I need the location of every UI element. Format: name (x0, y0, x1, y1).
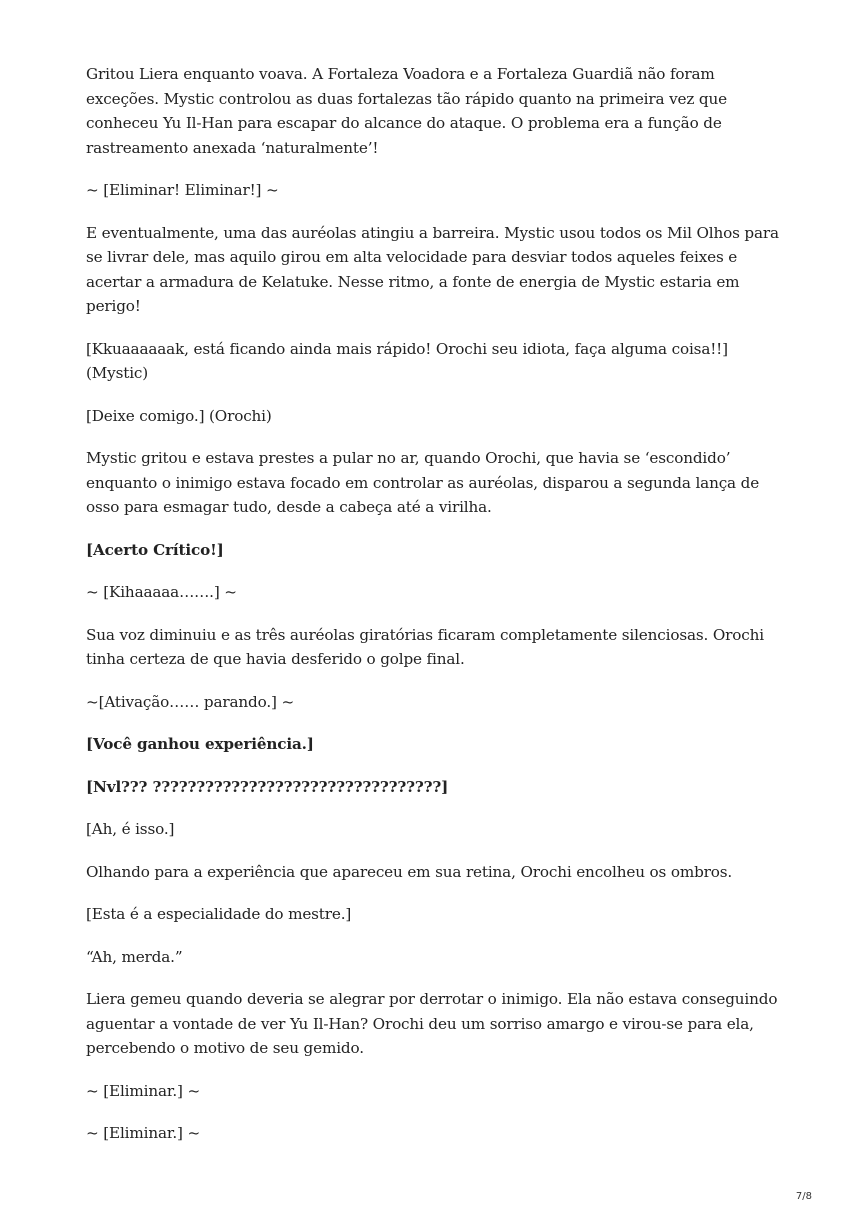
paragraph: [Esta é a especialidade do mestre.] (86, 905, 352, 923)
paragraph: “Ah, merda.” (86, 947, 183, 966)
paragraph: [Deixe comigo.] (Orochi) (86, 406, 272, 425)
page-number: 7/8 (795, 1191, 812, 1202)
paragraph: ~ [Eliminar! Eliminar!] ~ (86, 181, 279, 199)
paragraph: ~ [Kihaaaaa…….] ~ (86, 583, 237, 601)
paragraph: ~ [Eliminar.] ~ (86, 1124, 201, 1142)
paragraph: Gritou Liera enquanto voava. A Fortaleza Voadora e a Fortaleza Guardiã não foram exceções. Mystic controlou as duas fortalezas tão rápido quanto na primeira vez que conheceu Yu Il-Han para escapar do alcance do ataque. O problema era a função de rastreamento anexada ‘naturalmente’! (86, 65, 727, 157)
paragraph: Mystic gritou e estava prestes a pular no ar, quando Orochi, que havia se ‘escondido’ enquanto o inimigo estava focado em controlar as auréolas, disparou a segunda lança de osso para esmagar tudo, desde a cabeça até a virilha. (86, 449, 760, 516)
paragraph: E eventualmente, uma das auréolas atingiu a barreira. Mystic usou todos os Mil Olhos para se livrar dele, mas aquilo girou em alta velocidade para desviar todos aqueles feixes e acertar a armadura de Kelatuke. Nesse ritmo, a fonte de energia de Mystic estaria em perigo! (86, 223, 779, 315)
bold-paragraph: [Você ganhou experiência.] (86, 735, 314, 753)
paragraph: Sua voz diminuiu e as três auréolas giratórias ficaram completamente silenciosas. Orochi tinha certeza de que havia desferido o golpe final. (86, 625, 764, 668)
document-body (86, 62, 786, 1164)
bold-paragraph: [Acerto Crítico!] (86, 540, 224, 559)
paragraph: Liera gemeu quando deveria se alegrar por derrotar o inimigo. Ela não estava conseguindo aguentar a vontade de ver Yu Il-Han? Orochi deu um sorriso amargo e virou-se para ela, percebendo o motivo de seu gemido. (86, 990, 778, 1057)
paragraph: ~ [Eliminar.] ~ (86, 1081, 201, 1100)
paragraph: [Ah, é isso.] (86, 820, 175, 838)
paragraph: Olhando para a experiência que apareceu em sua retina, Orochi encolheu os ombros. (86, 862, 733, 881)
paragraph: [Kkuaaaaaak, está ficando ainda mais rápido! Orochi seu idiota, faça alguma coisa!!] (Mystic) (86, 339, 728, 382)
paragraph: ~[Ativação…… parando.] ~ (86, 692, 295, 711)
bold-paragraph: [Nvl??? ?????????????????????????????????] (86, 777, 449, 796)
